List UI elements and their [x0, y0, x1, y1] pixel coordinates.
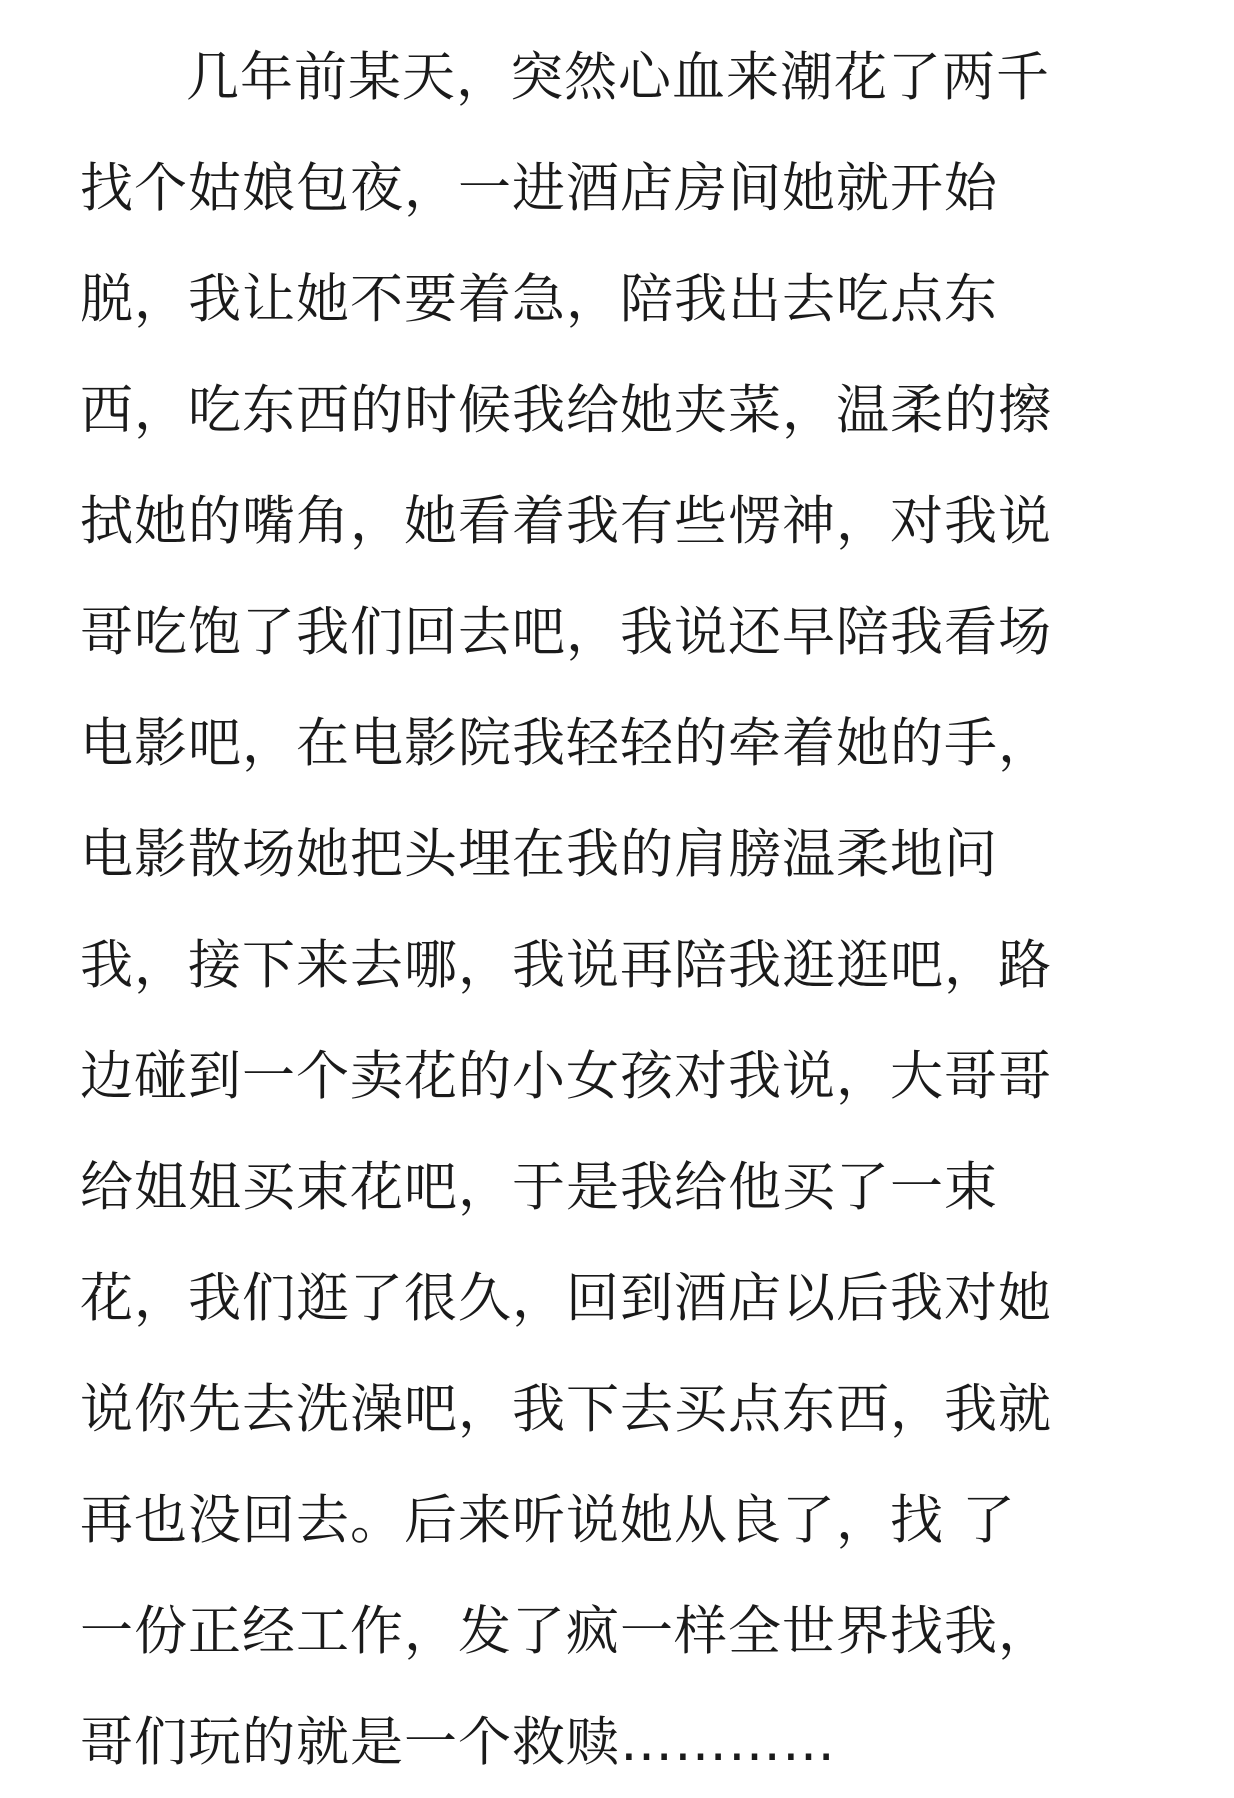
- text-line: 哥们玩的就是一个救赎…………: [80, 1712, 836, 1773]
- text-line: 找个姑娘包夜，一进酒店房间她就开始: [80, 158, 998, 219]
- body-text: [80, 22, 1180, 1798]
- text-line: 脱，我让她不要着急，陪我出去吃点东: [80, 269, 998, 330]
- text-line: 我，接下来去哪，我说再陪我逛逛吧，路: [80, 935, 1052, 996]
- text-line: 几年前某天，突然心血来潮花了两千: [186, 47, 1050, 108]
- text-line: 电影散场她把头埋在我的肩膀温柔地问: [80, 824, 998, 885]
- text-line: 再也没回去。后来听说她从良了，找 了: [80, 1490, 1016, 1551]
- text-line: 一份正经工作，发了疯一样全世界找我，: [80, 1601, 1052, 1662]
- text-line: 西，吃东西的时候我给她夹菜，温柔的擦: [80, 380, 1052, 441]
- text-line: 说你先去洗澡吧，我下去买点东西，我就: [80, 1379, 1052, 1440]
- text-line: 花，我们逛了很久，回到酒店以后我对她: [80, 1268, 1052, 1329]
- text-line: 边碰到一个卖花的小女孩对我说，大哥哥: [80, 1046, 1052, 1107]
- text-line: 电影吧，在电影院我轻轻的牵着她的手，: [80, 713, 1052, 774]
- text-line: 哥吃饱了我们回去吧，我说还早陪我看场: [80, 602, 1052, 663]
- text-line: 给姐姐买束花吧，于是我给他买了一束: [80, 1157, 998, 1218]
- text-line: 拭她的嘴角，她看着我有些愣神，对我说: [80, 491, 1052, 552]
